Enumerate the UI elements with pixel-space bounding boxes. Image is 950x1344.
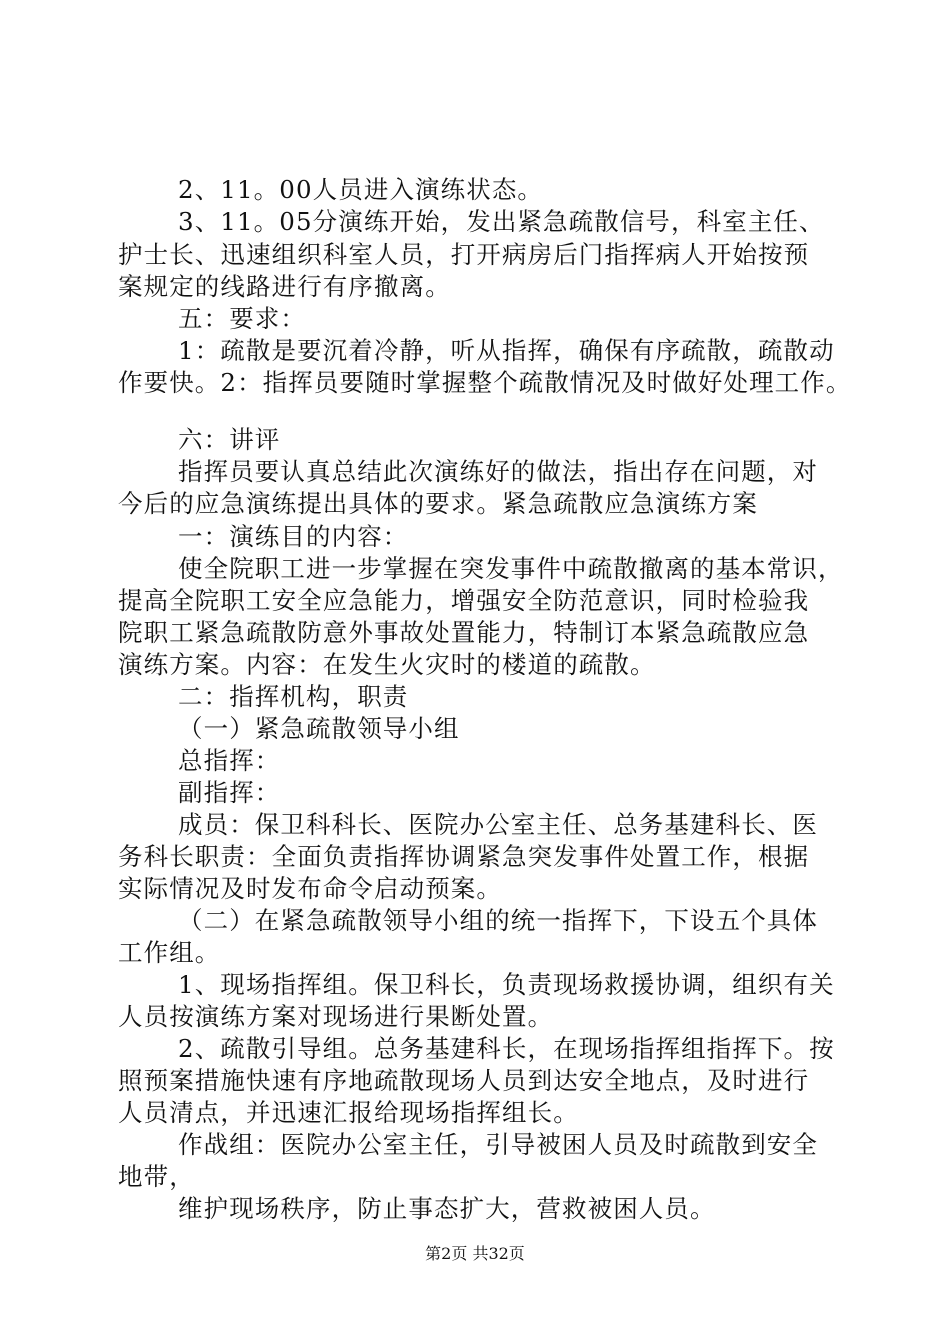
section-heading: 二：指挥机构，职责 <box>178 682 409 711</box>
body-text-line: 护士长、迅速组织科室人员，打开病房后门指挥病人开始按预 <box>118 240 810 269</box>
body-text-line: 院职工紧急疏散防意外事故处置能力，特制订本紧急疏散应急 <box>118 618 810 647</box>
subsection-heading: （二）在紧急疏散领导小组的统一指挥下，下设五个具体 <box>178 906 818 935</box>
body-text-line: 1：疏散是要沉着冷静，听从指挥，确保有序疏散，疏散动 <box>178 336 835 365</box>
body-text-line: 总指挥： <box>178 746 281 775</box>
body-text-line: 指挥员要认真总结此次演练好的做法，指出存在问题，对 <box>178 457 818 486</box>
body-text-line: 工作组。 <box>118 938 221 967</box>
section-heading: 一：演练目的内容： <box>178 522 409 551</box>
body-text-line: 作战组：医院办公室主任，引导被困人员及时疏散到安全 <box>178 1130 818 1159</box>
body-text-line: 2、11。00人员进入演练状态。 <box>178 175 544 204</box>
page-number-footer: 第2页 共32页 <box>425 1244 525 1263</box>
body-text-line: 3、11。05分演练开始，发出紧急疏散信号，科室主任、 <box>178 207 825 236</box>
section-heading: 五：要求： <box>178 304 306 333</box>
body-text-line: 照预案措施快速有序地疏散现场人员到达安全地点，及时进行 <box>118 1066 810 1095</box>
body-text-line: 成员：保卫科科长、医院办公室主任、总务基建科长、医 <box>178 810 818 839</box>
body-text-line: 作要快。2：指挥员要随时掌握整个疏散情况及时做好处理工作。 <box>118 368 852 397</box>
body-text-line: 2、疏散引导组。总务基建科长，在现场指挥组指挥下。按 <box>178 1034 835 1063</box>
body-text-line: 地带， <box>118 1162 195 1191</box>
body-text-line: 维护现场秩序，防止事态扩大，营救被困人员。 <box>178 1194 716 1223</box>
subsection-heading: （一）紧急疏散领导小组 <box>178 714 460 743</box>
body-text-line: 今后的应急演练提出具体的要求。紧急疏散应急演练方案 <box>118 489 758 518</box>
body-text-line: 提高全院职工安全应急能力，增强安全防范意识，同时检验我 <box>118 586 810 615</box>
section-heading: 六：讲评 <box>178 425 281 454</box>
body-text-line: 实际情况及时发布命令启动预案。 <box>118 874 502 903</box>
body-text-line: 使全院职工进一步掌握在突发事件中疏散撤离的基本常识， <box>178 554 844 583</box>
body-text-line: 人员按演练方案对现场进行果断处置。 <box>118 1002 554 1031</box>
body-text-line: 1、现场指挥组。保卫科长，负责现场救援协调，组织有关 <box>178 970 835 999</box>
body-text-line: 副指挥： <box>178 778 281 807</box>
body-text-line: 演练方案。内容：在发生火灾时的楼道的疏散。 <box>118 650 656 679</box>
body-text-line: 案规定的线路进行有序撤离。 <box>118 272 451 301</box>
body-text-line: 务科长职责：全面负责指挥协调紧急突发事件处置工作，根据 <box>118 842 810 871</box>
body-text-line: 人员清点，并迅速汇报给现场指挥组长。 <box>118 1098 579 1127</box>
